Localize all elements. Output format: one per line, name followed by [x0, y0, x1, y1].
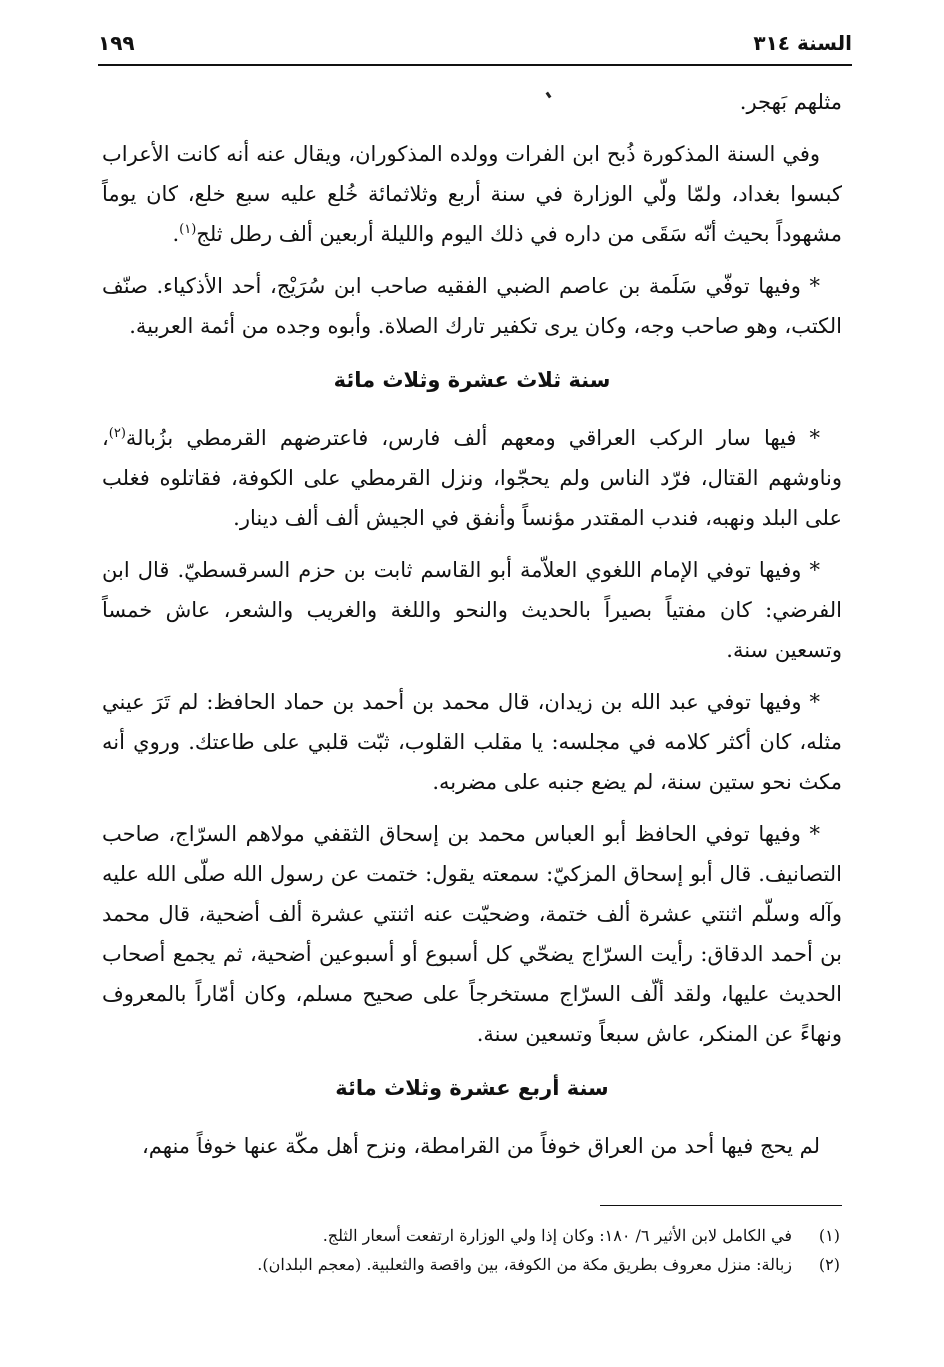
footnote-number: (١) — [818, 1226, 840, 1245]
page-number: ١٩٩ — [98, 31, 135, 55]
year-heading: السنة ٣١٤ — [753, 31, 852, 55]
section-title: سنة أربع عشرة وثلاث مائة — [335, 1076, 609, 1100]
paragraph: * وفيها توفي الحافظ أبو العباس محمد بن إسحاق الثقفي مولاهم السرّاج، صاحب التصانيف. قال أبو إسحاق المزكيّ: سمعته يقول: ختمت عن رسول الله صلّى الله عليه وآله وسلّم اثنتي عشرة ألف ختمة، وضحيّت عنه اثنتي عشرة ألف أضحية، قال محمد بن أحمد الدقاق: رأيت السرّاج يضحّي كل أسبوع أو أسبوعين أضحية، ثم يجمع أصحاب الحديث عليها، ولقد ألّف السرّاج مستخرجاً على صحيح مسلم، وكان أمّاراً بالمعروف ونهاءً عن المنكر، عاش سبعاً وتسعين سنة. — [102, 822, 842, 1046]
footnote-text: في الكامل لابن الأثير ٦/ ١٨٠: وكان إذا ولي الوزارة ارتفعت أسعار الثلج. — [322, 1226, 792, 1245]
footnotes — [102, 1221, 840, 1279]
header-rule — [98, 64, 852, 66]
footnote-ref: (٢) — [108, 426, 126, 441]
footnote-text: زبالة: منزل معروف بطريق مكة من الكوفة، بين واقصة والثعلبية. (معجم البلدان). — [257, 1255, 792, 1274]
footnote — [102, 1221, 840, 1250]
body-text — [102, 82, 842, 1178]
paragraph: * وفيها توفي عبد الله بن زيدان، قال محمد بن أحمد بن حماد الحافظ: لم تَرَ عيني مثله، كان أكثر كلامه في مجلسه: يا مقلب القلوب، ثبّت قلبي على طاعتك. وروي أنه مكث نحو ستين سنة، لم يضع جنبه على مضربه. — [102, 690, 842, 794]
paragraph: * فيها سار الركب العراقي ومعهم ألف فارس، فاعترضهم القرمطي بزُبالة$^{(٢)}$، وناوشهم القتال، فرّد الناس ولم يحجّوا، ونزل القرمطي على الكوفة، فقاتلوه فغلب على البلد ونهبه، فندب المقتدر مؤنساً وأنفق في الجيش ألف ألف دينار. — [102, 426, 842, 530]
paragraph: مثلهم بَهجر. — [739, 90, 842, 114]
running-head — [98, 26, 852, 60]
paragraph: * وفيها توفّي سَلَمة بن عاصم الضبي الفقيه صاحب ابن سُرَيْج، أحد الأذكياء. صنّف الكتب، وهو صاحب وجه، وكان يرى تكفير تارك الصلاة. وأبوه وجده من أئمة العربية. — [102, 274, 842, 338]
footnote-rule — [600, 1205, 842, 1206]
footnote-number: (٢) — [818, 1255, 840, 1274]
paragraph: * وفيها توفي الإمام اللغوي العلاّمة أبو القاسم ثابت بن حزم السرقسطيّ. قال ابن الفرضي: كان مفتياً بصيراً بالحديث والنحو واللغة والغريب والشعر، عاش خمساً وتسعين سنة. — [102, 558, 842, 662]
paragraph: لم يحج فيها أحد من العراق خوفاً من القرامطة، ونزح أهل مكّة عنها خوفاً منهم، — [142, 1134, 820, 1158]
footnote-ref: (١) — [179, 222, 197, 237]
footnote — [102, 1250, 840, 1279]
section-title: سنة ثلاث عشرة وثلاث مائة — [333, 368, 611, 392]
paragraph: وفي السنة المذكورة ذُبح ابن الفرات وولده المذكوران، ويقال عنه أنه كانت الأعراب كبسوا بغداد، ولمّا ولّي الوزارة في سنة أربع وثلاثمائة خُلع عليه سبع خلع، كان يوماً مشهوداً بحيث أنّه سَقَى من داره في ذلك اليوم والليلة أربعين ألف رطل ثلج$^{(١)}$. — [102, 142, 842, 246]
